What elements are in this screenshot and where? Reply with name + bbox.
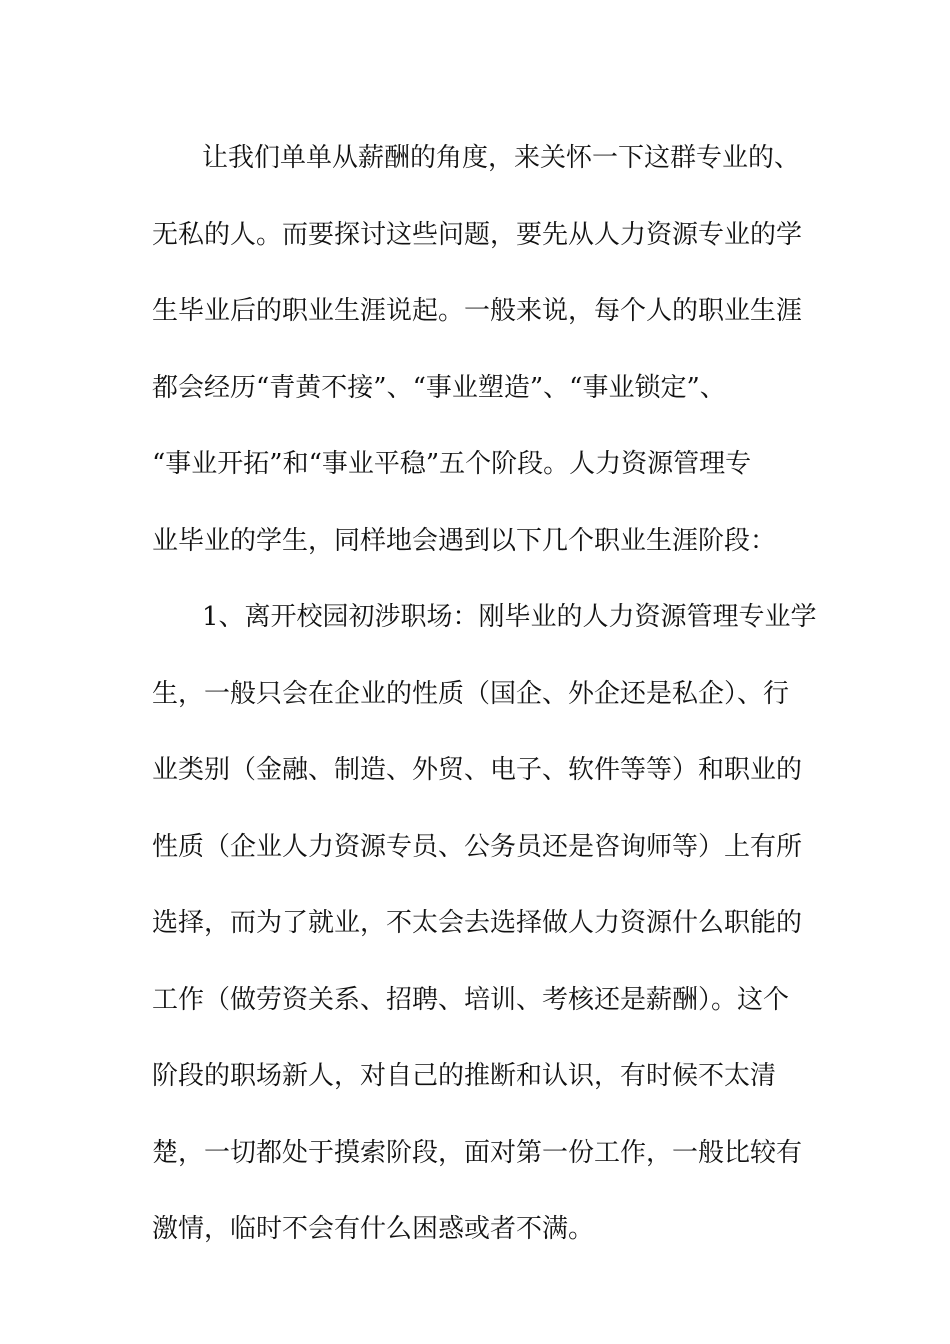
text-line: “事业开拓”和“事业平稳”五个阶段。人力资源管理专 [152,449,752,479]
text-line: 让我们单单从薪酬的角度，来关怀一下这群专业的、 [202,143,801,173]
document-body [152,128,817,1276]
text-line: 激情，临时不会有什么困惑或者不满。 [152,1214,595,1244]
text-line: 工作（做劳资关系、招聘、培训、考核还是薪酬）。这个 [152,984,790,1015]
paragraph-2 [152,587,817,1276]
text-line: 业类别（金融、制造、外贸、电子、软件等等）和职业的 [152,755,803,785]
text-line: 楚，一切都处于摸索阶段，面对第一份工作，一般比较有 [152,1137,803,1168]
text-line: 1、离开校园初涉职场：刚毕业的人力资源管理专业学 [202,602,817,632]
text-line: 无私的人。而要探讨这些问题，要先从人力资源专业的学 [152,219,803,250]
paragraph-1 [152,128,812,587]
text-line: 阶段的职场新人，对自己的推断和认识，有时候不太清 [152,1061,777,1091]
text-line: 生，一般只会在企业的性质（国企、外企还是私企）、行 [152,678,790,709]
text-line: 生毕业后的职业生涯说起。一般来说，每个人的职业生涯 [152,296,803,326]
text-line: 选择，而为了就业，不太会去选择做人力资源什么职能的 [152,908,803,938]
text-line: 性质（企业人力资源专员、公务员还是咨询师等）上有所 [152,831,803,862]
text-line: 业毕业的学生，同样地会遇到以下几个职业生涯阶段： [152,525,777,556]
text-line: 都会经历“青黄不接”、“事业塑造”、“事业锁定”、 [152,372,726,403]
